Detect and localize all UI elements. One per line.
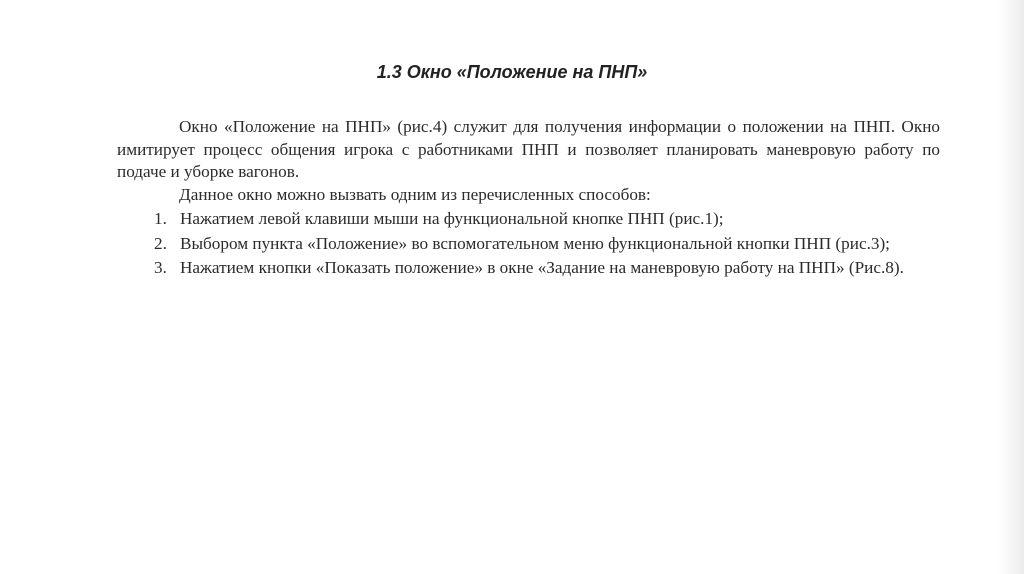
list-item (117, 233, 940, 256)
lead-paragraph: Данное окно можно вызвать одним из перечисленных способов: (179, 184, 651, 204)
list-item (117, 257, 940, 280)
section-heading: 1.3 Окно «Положение на ПНП» (376, 62, 648, 82)
list-item-text: Нажатием кнопки «Показать положение» в окне «Задание на маневровую работу на ПНП» (Рис.8). (180, 258, 904, 277)
list-item-number: 1. (154, 209, 167, 228)
intro-paragraph: Окно «Положение на ПНП» (рис.4) служит для получения информации о положении на ПНП. Окно имитирует процесс общения игрока с работниками ПНП и позволяет планировать маневровую работу по подаче и уборке вагонов. (117, 117, 940, 181)
list-item-number: 2. (154, 233, 167, 253)
document-body (117, 116, 940, 280)
list-item-number: 3. (154, 258, 167, 277)
methods-list (117, 208, 940, 280)
list-item-text: Выбором пункта «Положение» во вспомогательном меню функциональной кнопки ПНП (рис.3); (180, 233, 890, 253)
list-item (117, 208, 940, 231)
list-item-text: Нажатием левой клавиши мыши на функциональной кнопке ПНП (рис.1); (180, 209, 724, 228)
page-edge-shadow (998, 0, 1024, 574)
